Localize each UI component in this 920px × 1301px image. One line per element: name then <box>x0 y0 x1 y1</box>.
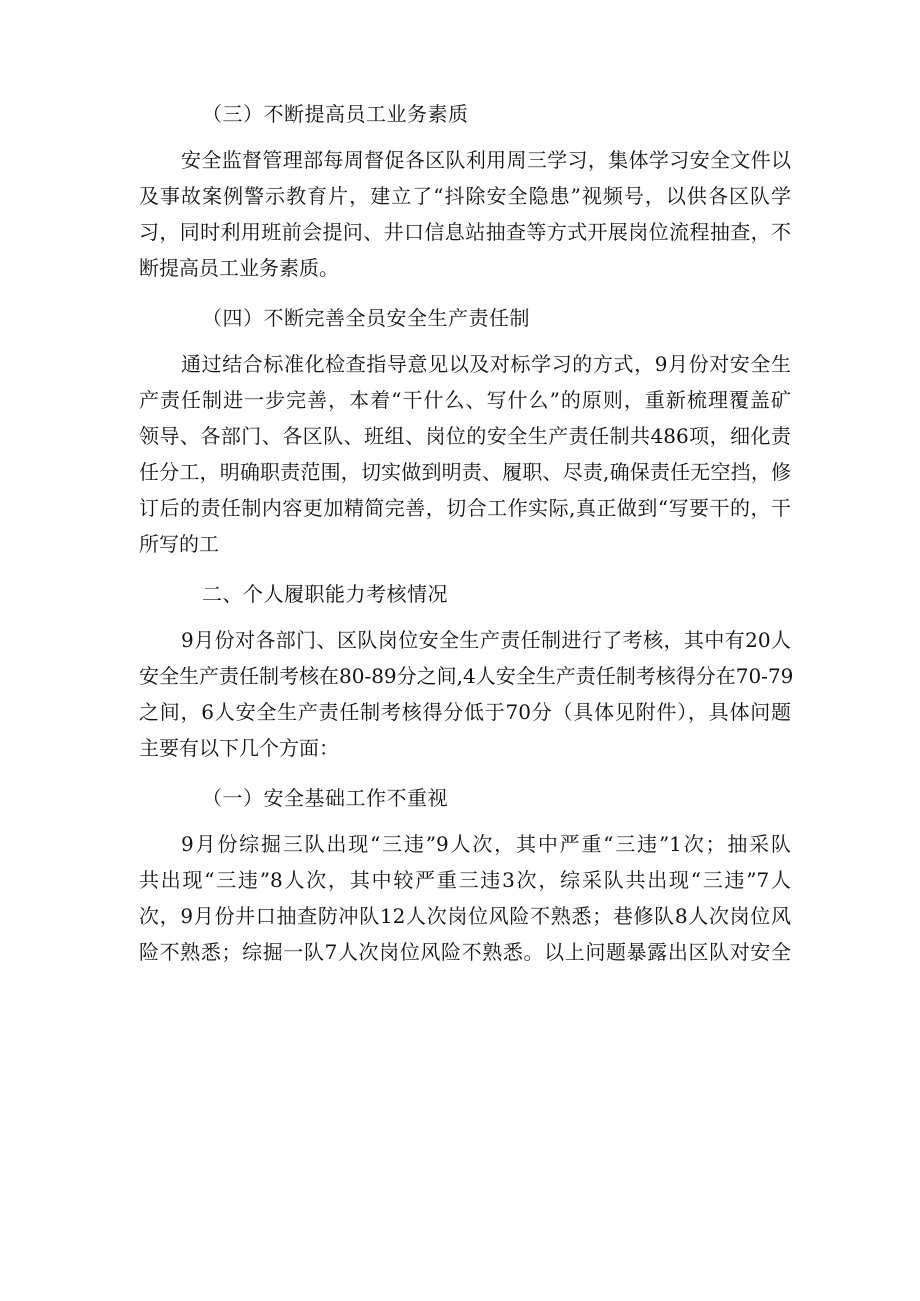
text-line: 之间，6人安全生产责任制考核得分低于70分（具体见附件），具体问题 <box>139 700 791 724</box>
text-line: 共出现“三违”8人次，其中较严重三违3次，综采队共出现“三违”7人 <box>139 868 791 892</box>
paragraph <box>139 622 794 766</box>
section-heading: （三）不断提高员工业务素质 <box>202 102 469 126</box>
document-body <box>139 96 794 970</box>
text-line: 9月份综掘三队出现“三违”9人次，其中严重“三违”1次；抽采队 <box>181 832 791 856</box>
text-line: 习，同时利用班前会提问、井口信息站抽查等方式开展岗位流程抽查，不 <box>139 220 791 244</box>
text-line: 订后的责任制内容更加精简完善，切合工作实际,真正做到“写要干的，干 <box>139 496 791 520</box>
text-line: 任分工，明确职责范围，切实做到明责、履职、尽责,确保责任无空挡，修 <box>139 460 791 484</box>
text-line: 安全监督管理部每周督促各区队利用周三学习，集体学习安全文件以 <box>181 148 791 172</box>
text-line: 安全生产责任制考核在80-89分之间,4人安全生产责任制考核得分在70-79 <box>139 664 794 688</box>
text-line: 领导、各部门、各区队、班组、岗位的安全生产责任制共486项，细化责 <box>139 424 791 448</box>
text-line: 产责任制进一步完善，本着“干什么、写什么”的原则，重新梳理覆盖矿 <box>139 388 791 412</box>
paragraph <box>139 142 791 286</box>
paragraph <box>139 346 791 562</box>
text-line: 主要有以下几个方面： <box>139 736 339 760</box>
text-line: 险不熟悉；综掘一队7人次岗位风险不熟悉。以上问题暴露出区队对安全 <box>139 940 791 964</box>
text-line: 及事故案例警示教育片，建立了“抖除安全隐患”视频号，以供各区队学 <box>139 184 791 208</box>
section-heading: （一）安全基础工作不重视 <box>202 786 448 810</box>
section-heading: 二、个人履职能力考核情况 <box>202 582 448 606</box>
text-line: 次，9月份井口抽查防冲队12人次岗位风险不熟悉；巷修队8人次岗位风 <box>139 904 791 928</box>
text-line: 所写的工 <box>139 532 219 556</box>
text-line: 9月份对各部门、区队岗位安全生产责任制进行了考核，其中有20人 <box>181 628 791 652</box>
text-line: 断提高员工业务素质。 <box>139 256 339 280</box>
text-line: 通过结合标准化检查指导意见以及对标学习的方式，9月份对安全生 <box>181 352 791 376</box>
section-heading: （四）不断完善全员安全生产责任制 <box>202 306 530 330</box>
paragraph <box>139 826 791 970</box>
